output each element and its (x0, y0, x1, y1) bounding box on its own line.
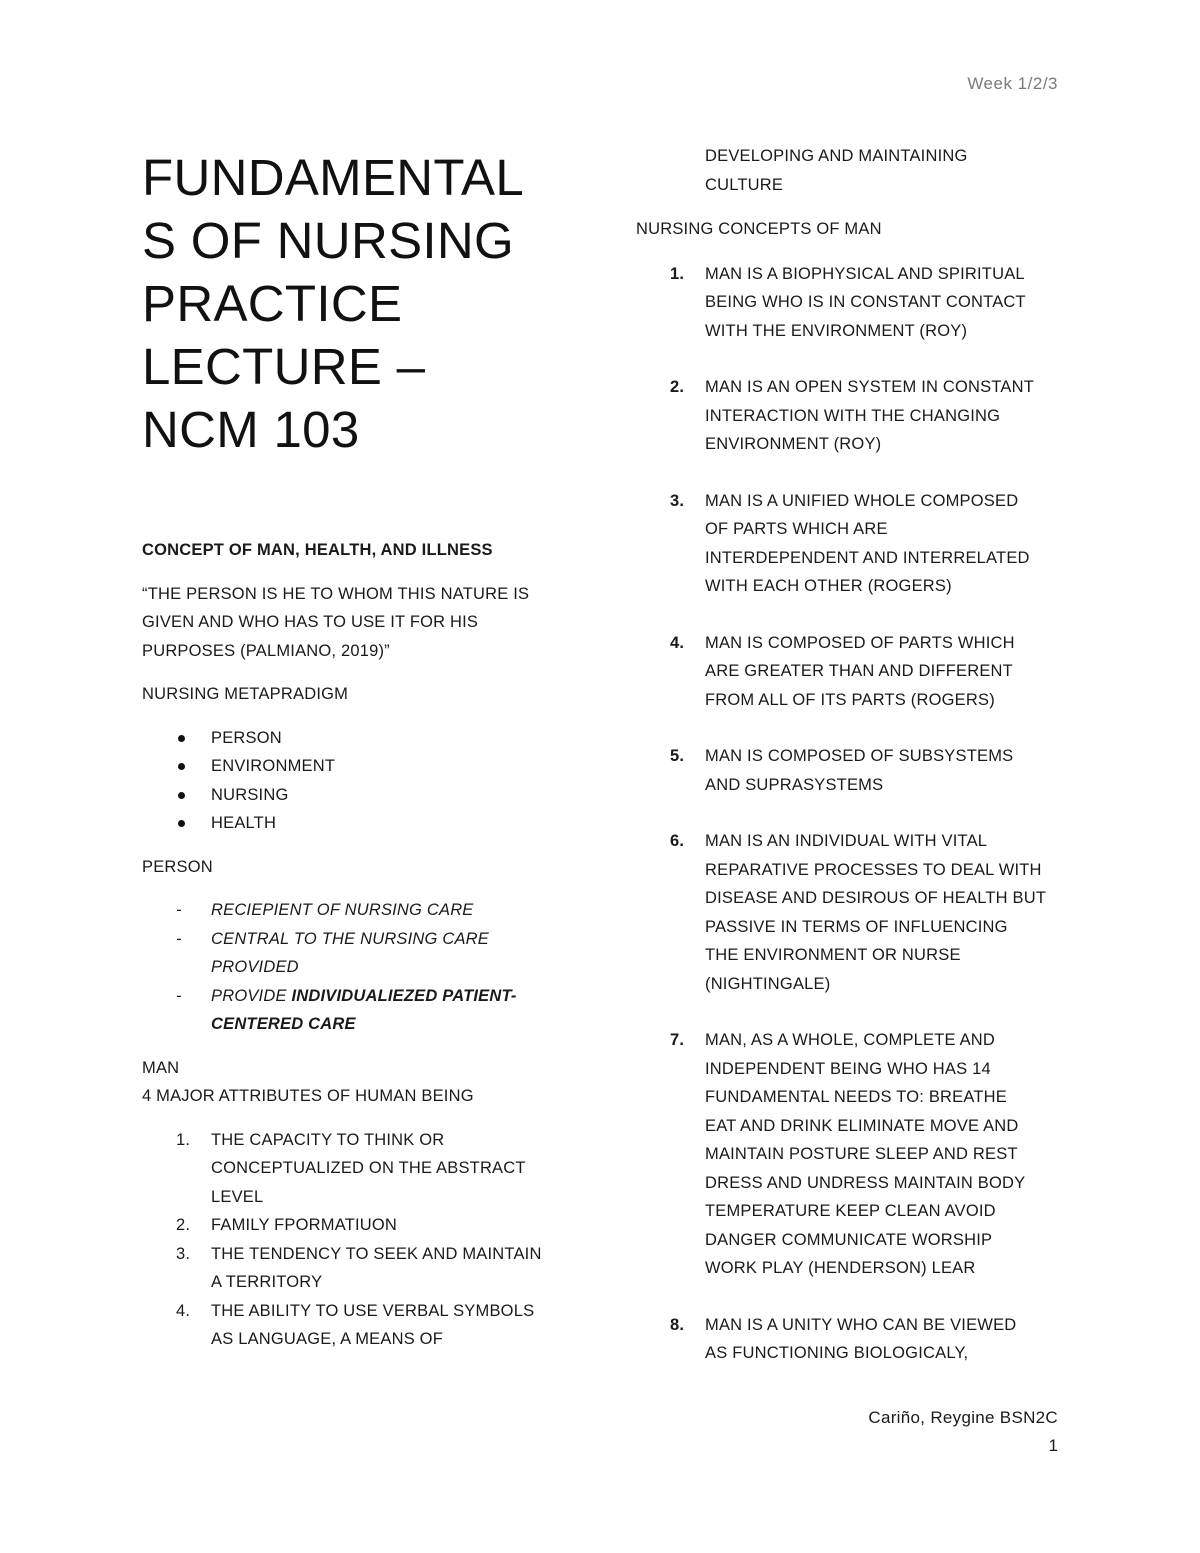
list-number: 1. (670, 264, 685, 283)
list-number: 2. (176, 1216, 191, 1234)
list-number: 8. (670, 1315, 685, 1334)
footer-author: Cariño, Reygine BSN2C (868, 1408, 1058, 1427)
list-item-line: AND SUPRASYSTEMS (705, 775, 884, 794)
list-item (636, 629, 1066, 715)
list-item-prefix: PROVIDE (211, 986, 292, 1005)
title-line: LECTURE – (142, 338, 426, 395)
list-item-line: AS FUNCTIONING BIOLOGICALY, (705, 1344, 969, 1362)
list-item-line: FAMILY FPORMATIUON (211, 1216, 398, 1234)
person-list (142, 896, 572, 1039)
list-number: 1. (176, 1130, 191, 1149)
list-item (142, 781, 572, 810)
list-item-label: ENVIRONMENT (211, 757, 336, 775)
list-item-label: HEALTH (211, 814, 277, 832)
list-item-line: INTERDEPENDENT AND INTERRELATED (705, 548, 1030, 567)
list-item-line: THE TENDENCY TO SEEK AND MAINTAIN (211, 1244, 542, 1263)
list-item-line: (NIGHTINGALE) (705, 974, 831, 993)
concept-heading: CONCEPT OF MAN, HEALTH, AND ILLNESS (142, 541, 493, 559)
list-number: 6. (670, 832, 685, 850)
title-line: FUNDAMENTAL (142, 149, 525, 206)
list-item-line: INDEPENDENT BEING WHO HAS 14 (705, 1059, 991, 1078)
concepts-heading: NURSING CONCEPTS OF MAN (636, 220, 882, 238)
list-item-line: CENTRAL TO THE NURSING CARE (211, 929, 489, 948)
list-number: 3. (176, 1244, 191, 1263)
list-item-line: RECIEPIENT OF NURSING CARE (211, 901, 474, 919)
list-item-line: TEMPERATURE KEEP CLEAN AVOID (705, 1202, 996, 1220)
list-item (636, 827, 1066, 998)
list-item-line: MAN IS AN INDIVIDUAL WITH VITAL (705, 832, 988, 850)
list-item-line: BEING WHO IS IN CONSTANT CONTACT (705, 293, 1026, 311)
list-item-line: WITH EACH OTHER (ROGERS) (705, 577, 952, 595)
metaparadigm-heading: NURSING METAPRADIGM (142, 685, 349, 703)
bullet-icon (178, 735, 185, 742)
list-item-line: DISEASE AND DESIROUS OF HEALTH BUT (705, 889, 1047, 907)
metaparadigm-list (142, 724, 572, 838)
list-item-line: PASSIVE IN TERMS OF INFLUENCING (705, 917, 1008, 936)
dash-marker: - (176, 986, 182, 1005)
list-item-line: MAN IS COMPOSED OF SUBSYSTEMS (705, 747, 1014, 765)
list-item-label: PERSON (211, 728, 282, 747)
list-item-line: A TERRITORY (211, 1273, 323, 1291)
continued-line: DEVELOPING AND MAINTAINING (705, 147, 968, 165)
list-item-line: EAT AND DRINK ELIMINATE MOVE AND (705, 1116, 1019, 1135)
list-number: 5. (670, 747, 685, 765)
right-column (636, 142, 1066, 1396)
continued-text (636, 142, 1066, 199)
person-heading: PERSON (142, 857, 213, 876)
title-line: S OF NURSING (142, 212, 514, 269)
list-item (142, 1240, 572, 1297)
dash-marker: - (176, 929, 182, 948)
list-item-line: MAN, AS A WHOLE, COMPLETE AND (705, 1031, 996, 1049)
list-number: 4. (176, 1301, 191, 1320)
list-item (636, 260, 1066, 346)
list-item-line: FROM ALL OF ITS PARTS (ROGERS) (705, 690, 995, 709)
list-number: 3. (670, 491, 685, 510)
list-item-line: CONCEPTUALIZED ON THE ABSTRACT (211, 1159, 526, 1177)
palmiano-quote (142, 580, 572, 666)
list-item (636, 742, 1066, 799)
list-item-line: LEVEL (211, 1187, 264, 1206)
list-item-line: INTERACTION WITH THE CHANGING (705, 406, 1001, 425)
attributes-list (142, 1126, 572, 1354)
list-item-line: MAN IS COMPOSED OF PARTS WHICH (705, 633, 1015, 652)
list-number: 2. (670, 378, 685, 396)
list-item (636, 373, 1066, 459)
list-item-line: CENTERED CARE (211, 1015, 356, 1033)
concepts-list (636, 260, 1066, 1368)
bullet-icon (178, 820, 185, 827)
list-item (142, 1211, 572, 1240)
list-item (636, 1311, 1066, 1368)
quote-line: PURPOSES (PALMIANO, 2019)” (142, 641, 390, 660)
list-item-line: AS LANGUAGE, A MEANS OF (211, 1330, 443, 1348)
dash-marker: - (176, 901, 182, 919)
list-item-label: NURSING (211, 785, 289, 804)
list-item (636, 487, 1066, 601)
list-number: 4. (670, 633, 685, 652)
list-item-line: DANGER COMMUNICATE WORSHIP (705, 1230, 993, 1249)
list-item-line: PROVIDED (211, 958, 299, 976)
list-item-line: MAN IS AN OPEN SYSTEM IN CONSTANT (705, 378, 1035, 396)
list-item-line: ARE GREATER THAN AND DIFFERENT (705, 662, 1013, 680)
list-item-line (211, 982, 572, 1011)
title-line: NCM 103 (142, 401, 360, 458)
left-column (142, 146, 572, 1354)
attributes-heading: 4 MAJOR ATTRIBUTES OF HUMAN BEING (142, 1087, 474, 1105)
bullet-icon (178, 792, 185, 799)
page-number: 1 (1048, 1436, 1058, 1455)
list-item-emphasis: INDIVIDUALIEZED PATIENT- (291, 986, 517, 1005)
quote-line: “THE PERSON IS HE TO WHOM THIS NATURE IS (142, 584, 530, 603)
list-item-line: THE ABILITY TO USE VERBAL SYMBOLS (211, 1301, 535, 1320)
list-item (636, 1026, 1066, 1283)
list-item (142, 1297, 572, 1354)
list-item-line: MAN IS A BIOPHYSICAL AND SPIRITUAL (705, 264, 1025, 283)
bullet-icon (178, 763, 185, 770)
list-item (142, 752, 572, 781)
list-item-line: WORK PLAY (HENDERSON) LEAR (705, 1259, 976, 1277)
title-line: PRACTICE (142, 275, 403, 332)
list-item-line: MAN IS A UNIFIED WHOLE COMPOSED (705, 491, 1019, 510)
list-item (142, 809, 572, 838)
list-item-line: FUNDAMENTAL NEEDS TO: BREATHE (705, 1088, 1007, 1106)
list-item-line: ENVIRONMENT (ROY) (705, 435, 882, 453)
list-item-line: THE ENVIRONMENT OR NURSE (705, 946, 961, 964)
quote-line: GIVEN AND WHO HAS TO USE IT FOR HIS (142, 613, 479, 631)
list-item-line: MAN IS A UNITY WHO CAN BE VIEWED (705, 1315, 1017, 1334)
list-item-line: OF PARTS WHICH ARE (705, 520, 888, 538)
week-header: Week 1/2/3 (967, 74, 1058, 93)
list-item (142, 896, 572, 925)
continued-line: CULTURE (705, 175, 784, 194)
man-heading: MAN (142, 1058, 180, 1077)
list-item (142, 1126, 572, 1212)
list-item-line: DRESS AND UNDRESS MAINTAIN BODY (705, 1173, 1026, 1192)
document-title (142, 146, 572, 461)
list-item-line: MAINTAIN POSTURE SLEEP AND REST (705, 1145, 1018, 1163)
list-item (142, 724, 572, 753)
list-item (142, 925, 572, 982)
list-item-line: THE CAPACITY TO THINK OR (211, 1130, 445, 1149)
list-number: 7. (670, 1031, 685, 1049)
list-item (142, 982, 572, 1039)
list-item-line: REPARATIVE PROCESSES TO DEAL WITH (705, 860, 1042, 879)
list-item-line: WITH THE ENVIRONMENT (ROY) (705, 321, 968, 340)
